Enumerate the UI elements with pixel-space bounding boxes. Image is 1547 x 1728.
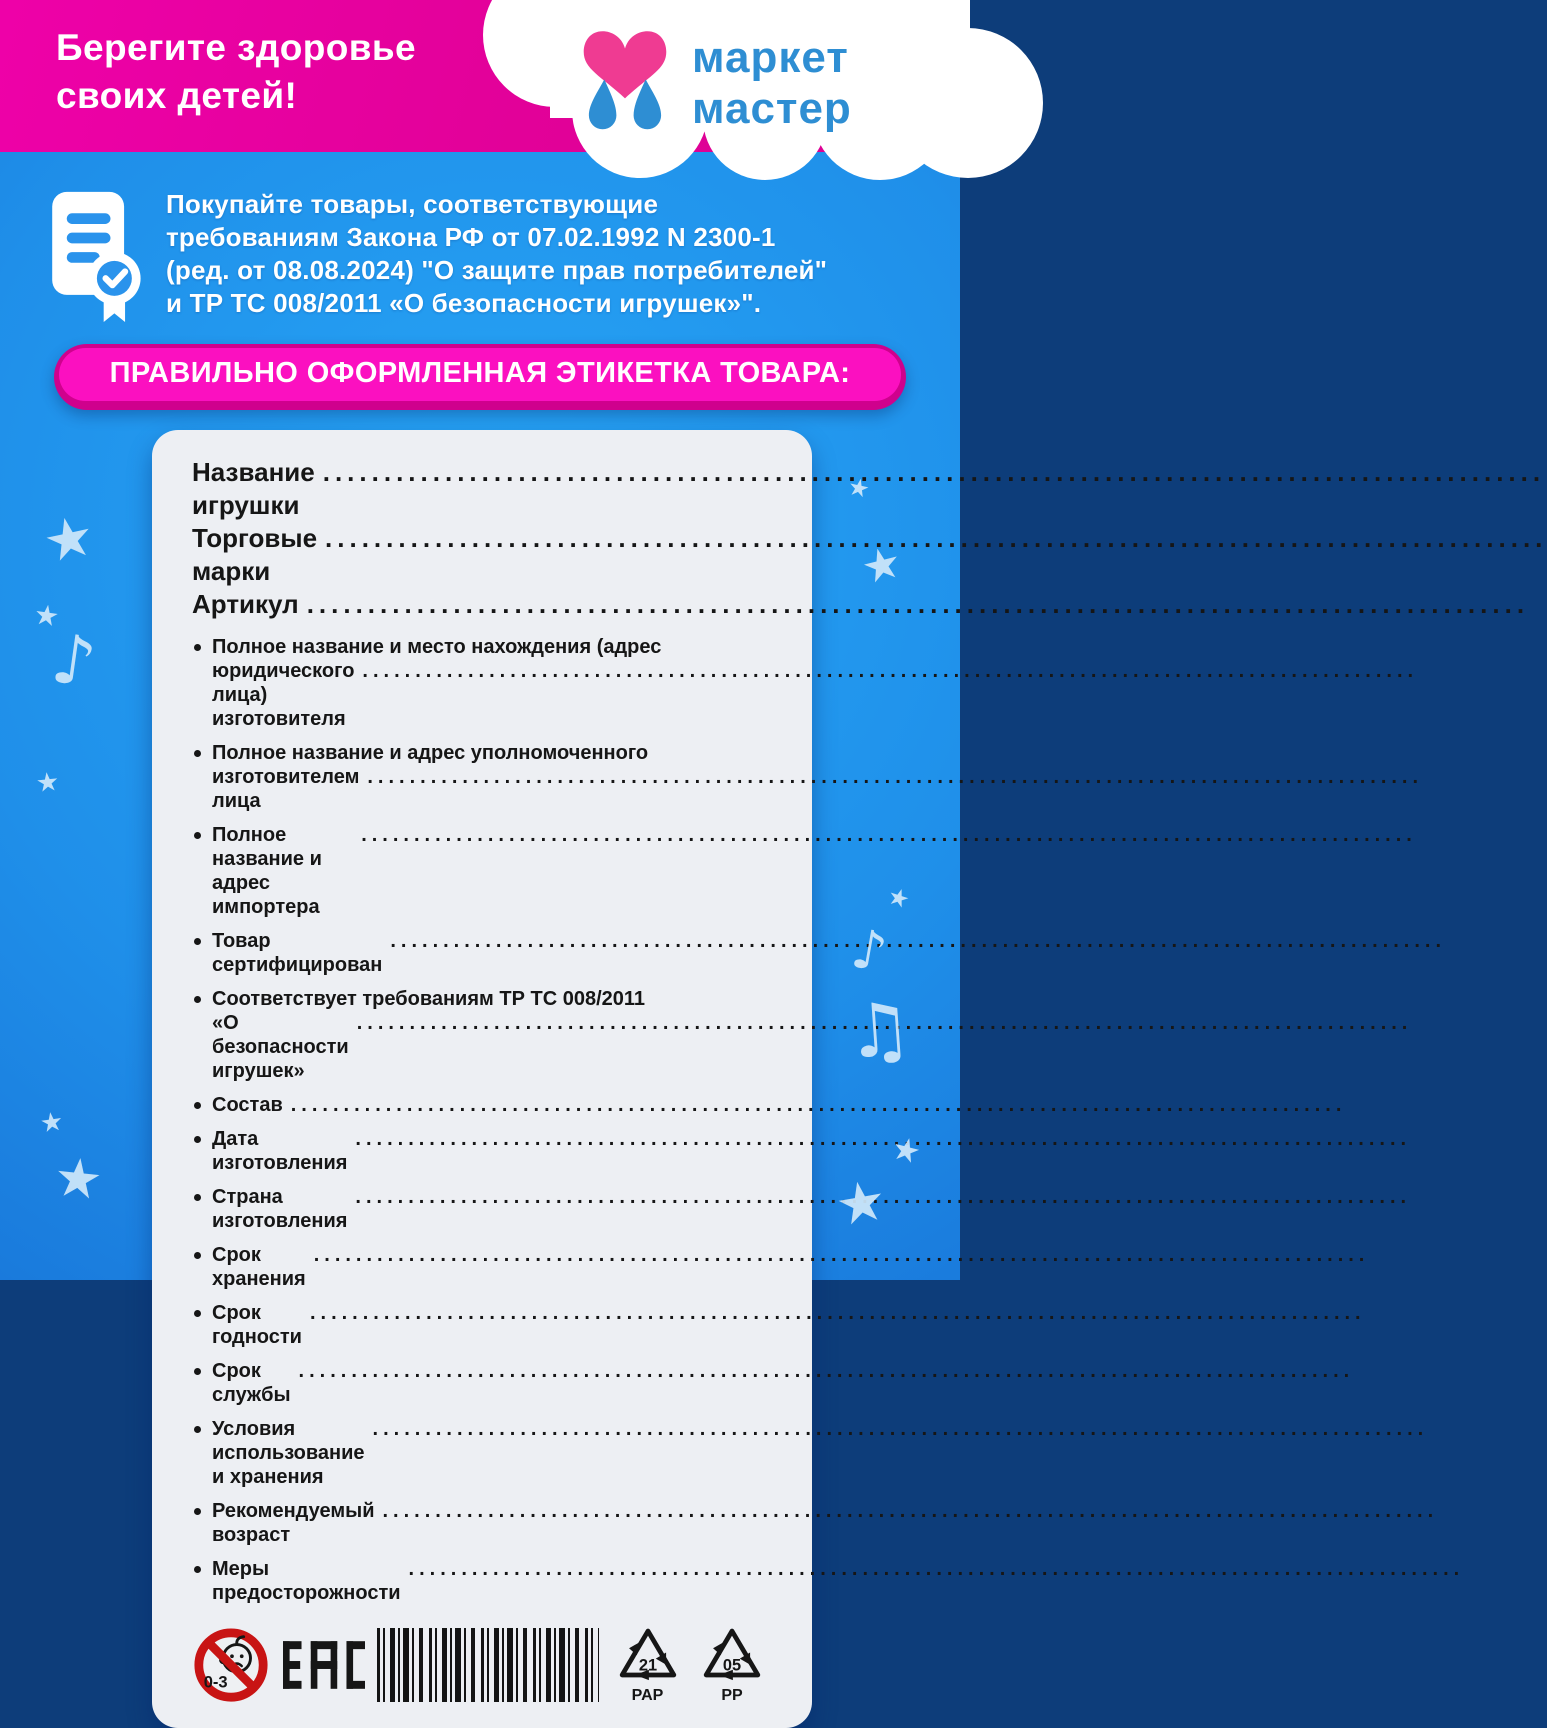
- dotted-leader: [323, 456, 768, 489]
- label-bullet-item: [192, 1301, 768, 1349]
- bullet-last-line: [212, 1185, 768, 1233]
- bullet-dot: [194, 1566, 201, 1573]
- bullet-last-line: [212, 823, 768, 919]
- bullet-dot: [194, 938, 201, 945]
- music-note-icon: ♪: [46, 619, 101, 704]
- bullet-dot: [194, 1310, 201, 1317]
- recycling-material-label: PP: [721, 1687, 743, 1704]
- label-header-fields: [192, 456, 768, 621]
- field-label: Торговые марки: [192, 523, 318, 586]
- bullet-text: юридического лица) изготовителя: [212, 660, 355, 730]
- dotted-leader: [357, 1011, 768, 1035]
- recycling-mark-pp: [696, 1625, 768, 1704]
- dotted-leader: [367, 765, 768, 789]
- dotted-leader: [409, 1557, 768, 1581]
- bullet-dot: [194, 832, 201, 839]
- bullet-text: Срок службы: [212, 1360, 291, 1406]
- label-example-card: [152, 430, 812, 1728]
- star-icon: ★: [38, 1106, 66, 1140]
- bullet-text: Срок хранения: [212, 1244, 306, 1290]
- label-bullet-item: [192, 1185, 768, 1233]
- bullet-dot: [194, 1102, 201, 1109]
- bullet-text: изготовителем лица: [212, 766, 360, 812]
- label-bullet-item: [192, 1243, 768, 1291]
- recycling-mark-pap: [612, 1625, 684, 1704]
- bullet-dot: [194, 996, 201, 1003]
- bullet-last-line: [212, 1557, 768, 1605]
- star-icon: ★: [34, 766, 61, 800]
- dotted-leader: [299, 1359, 768, 1383]
- bullet-text: «О безопасности игрушек»: [212, 1012, 349, 1082]
- bullet-content: [212, 1301, 768, 1349]
- label-bullet-item: [192, 929, 768, 977]
- bullet-content: [212, 1417, 768, 1489]
- barcode-icon: [377, 1628, 599, 1702]
- label-header-field: [192, 456, 768, 522]
- dotted-leader: [390, 929, 768, 953]
- star-icon: ★: [887, 1128, 925, 1172]
- logo-wordmark: [692, 32, 852, 134]
- headline-line: своих детей!: [56, 75, 298, 116]
- intro-text-line: требованиям Закона РФ от 07.02.1992 N 2300-1: [166, 222, 776, 252]
- certificate-document-icon: [44, 188, 142, 324]
- bullet-last-line: [212, 1417, 768, 1489]
- dotted-leader: [361, 823, 768, 847]
- bullet-last-line: [212, 1243, 768, 1291]
- bullet-content: [212, 635, 768, 731]
- bullet-text: Рекомендуемый возраст: [212, 1500, 375, 1546]
- star-icon: ★: [31, 597, 62, 634]
- dotted-leader: [307, 588, 545, 621]
- star-icon: ★: [884, 881, 914, 915]
- bullet-dot: [194, 1426, 201, 1433]
- label-header-field: [192, 588, 768, 621]
- bullet-content: [212, 1557, 768, 1605]
- poster-headline: [56, 24, 416, 120]
- logo-word: маркет: [692, 33, 849, 82]
- label-bullet-item: [192, 1557, 768, 1605]
- section-title-banner: [54, 344, 906, 410]
- bullet-text: Товар сертифицирован: [212, 930, 383, 976]
- label-bullet-item: [192, 635, 768, 731]
- bullet-dot: [194, 1368, 201, 1375]
- dotted-leader: [310, 1301, 768, 1325]
- bullet-dot: [194, 644, 201, 651]
- bullet-content: [212, 741, 768, 813]
- dotted-leader: [325, 522, 768, 555]
- logo-cloud: [490, 0, 960, 190]
- label-header-field: [192, 522, 768, 588]
- recycling-triangle-icon: [617, 1625, 679, 1687]
- bullet-content: [212, 1127, 768, 1175]
- bullet-dot: [194, 1508, 201, 1515]
- bullet-text: Меры предосторожности: [212, 1558, 401, 1604]
- bullet-dot: [194, 1194, 201, 1201]
- dotted-leader: [355, 1127, 768, 1151]
- intro-section: [44, 188, 924, 324]
- label-bullet-item: [192, 823, 768, 919]
- bullet-text: Состав: [212, 1094, 283, 1116]
- bullet-text: Срок годности: [212, 1302, 302, 1348]
- intro-text-line: и ТР ТС 008/2011 «О безопасности игрушек»".: [166, 288, 762, 318]
- star-icon: ★: [845, 472, 873, 504]
- headline-line: Берегите здоровье: [56, 27, 417, 68]
- svg-text:21: 21: [638, 1656, 657, 1675]
- bullet-content: [212, 1093, 768, 1117]
- bullet-text: Дата изготовления: [212, 1128, 348, 1174]
- label-marks-row: [192, 1625, 768, 1704]
- svg-text:0-3: 0-3: [203, 1671, 228, 1691]
- label-bullet-item: [192, 1093, 768, 1117]
- bullet-last-line: [212, 765, 768, 813]
- bullet-dot: [194, 1252, 201, 1259]
- bullet-last-line: [212, 1011, 768, 1083]
- label-bullet-item: [192, 1127, 768, 1175]
- field-label: Название игрушки: [192, 457, 315, 520]
- dotted-leader: [383, 1499, 769, 1523]
- eac-mark-icon: [283, 1632, 365, 1698]
- bullet-text: Условия использование и хранения: [212, 1418, 365, 1488]
- bullet-content: [212, 987, 768, 1083]
- bullet-last-line: [212, 1499, 768, 1547]
- bullet-last-line: [212, 659, 768, 731]
- label-bullet-list: [192, 635, 768, 1605]
- recycling-triangle-icon: [701, 1625, 763, 1687]
- bullet-text: Страна изготовления: [212, 1186, 348, 1232]
- recycling-material-label: PAP: [631, 1687, 664, 1704]
- label-bullet-item: [192, 1359, 768, 1407]
- bullet-content: [212, 1359, 768, 1407]
- bullet-text: Полное название и адрес импортера: [212, 824, 322, 918]
- bullet-text-line: Соответствует требованиям ТР ТС 008/2011: [212, 988, 646, 1010]
- bullet-text-line: Полное название и адрес уполномоченного: [212, 742, 649, 764]
- intro-text: [166, 188, 827, 320]
- dotted-leader: [362, 659, 768, 683]
- intro-text-line: Покупайте товары, соответствующие: [166, 189, 659, 219]
- logo-word: мастер: [692, 84, 852, 133]
- market-master-logo-icon: [582, 26, 668, 138]
- field-label: Артикул: [192, 589, 299, 619]
- label-bullet-item: [192, 1417, 768, 1489]
- label-bullet-item: [192, 1499, 768, 1547]
- bullet-dot: [194, 1136, 201, 1143]
- star-icon: ★: [37, 502, 101, 577]
- bullet-content: [212, 823, 768, 919]
- bullet-last-line: [212, 1301, 768, 1349]
- bullet-content: [212, 1499, 768, 1547]
- dotted-leader: [373, 1417, 768, 1441]
- bullet-last-line: [212, 1359, 768, 1407]
- bullet-last-line: [212, 1127, 768, 1175]
- bullet-content: [212, 1243, 768, 1291]
- music-notes-icon: ♫: [843, 985, 916, 1077]
- age-warning-0-3-icon: [192, 1626, 270, 1704]
- bullet-content: [212, 1185, 768, 1233]
- bullet-last-line: [212, 1093, 768, 1117]
- bullet-content: [212, 929, 768, 977]
- star-icon: ★: [50, 1144, 106, 1213]
- section-title: ПРАВИЛЬНО ОФОРМЛЕННАЯ ЭТИКЕТКА ТОВАРА:: [59, 348, 901, 401]
- bullet-text-line: Полное название и место нахождения (адрес: [212, 636, 662, 658]
- bullet-dot: [194, 750, 201, 757]
- dotted-leader: [355, 1185, 768, 1209]
- label-bullet-item: [192, 741, 768, 813]
- star-icon: ★: [856, 536, 907, 596]
- music-note-icon: ♪: [846, 916, 892, 985]
- dotted-leader: [314, 1243, 768, 1267]
- label-bullet-item: [192, 987, 768, 1083]
- bullet-last-line: [212, 929, 768, 977]
- star-icon: ★: [830, 1167, 892, 1240]
- intro-text-line: (ред. от 08.08.2024) "О защите прав потребителей": [166, 255, 828, 285]
- dotted-leader: [291, 1093, 768, 1117]
- svg-text:05: 05: [722, 1656, 742, 1675]
